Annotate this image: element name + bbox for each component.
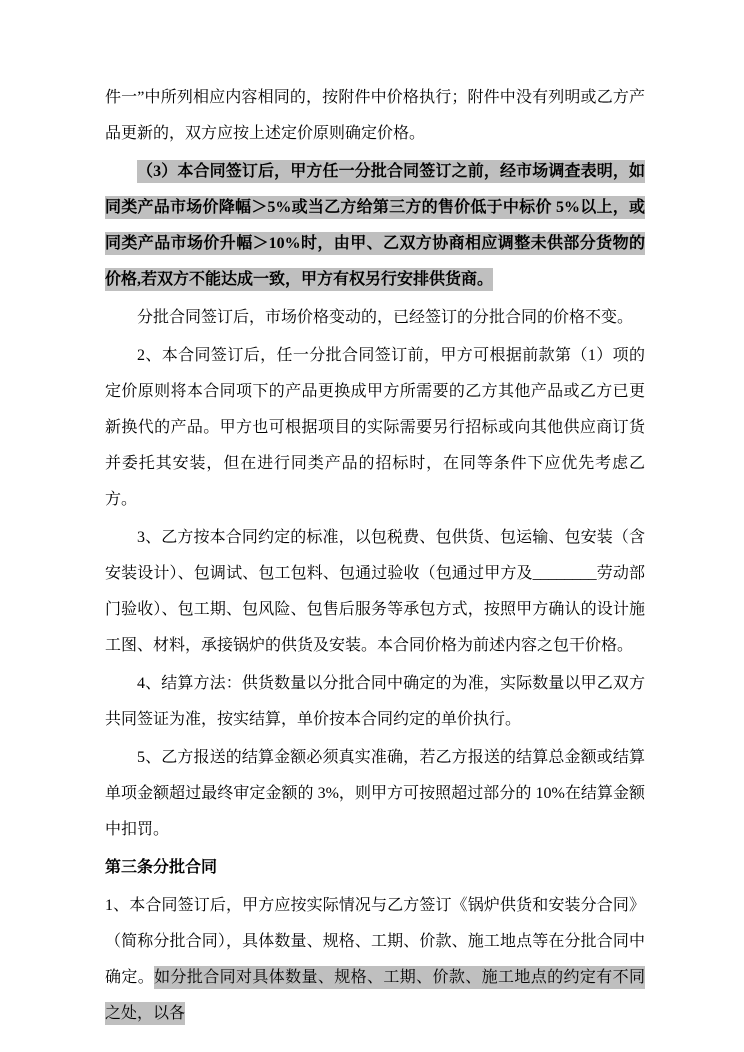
- text-run: 2、本合同签订后，任一分批合同签订前，甲方可根据前款第（1）项的定价原则将本合同项下的产品更换成甲方所需要的乙方其他产品或乙方已更新换代的产品。甲方也可根据项目的实际需要另行招标或向其他供应商订货并委托其安装，但在进行同类产品的招标时，在同等条件下应优先考虑乙方。: [105, 347, 645, 508]
- paragraph-continuation: [105, 80, 645, 152]
- paragraph-clause-3: [105, 520, 645, 664]
- document-body: [105, 80, 645, 1032]
- paragraph-clause-2: [105, 338, 645, 518]
- text-run: 4、结算方法：供货数量以分批合同中确定的为准，实际数量以甲乙双方共同签证为准，按实结算，单价按本合同约定的单价执行。: [105, 675, 645, 728]
- paragraph-clause-5: [105, 740, 645, 848]
- paragraph-batch-price-note: [105, 300, 645, 336]
- highlighted-text-run: （3）本合同签订后，甲方任一分批合同签订之前，经市场调查表明，如同类产品市场价降幅＞5%或当乙方给第三方的售价低于中标价 5%以上，或同类产品市场价升幅＞10%时，由甲、乙双方协商相应调整未供部分货物的价格,若双方不能达成一致，甲方有权另行安排供货商。: [105, 160, 645, 291]
- paragraph-clause-4: [105, 666, 645, 738]
- text-run: 分批合同签订后，市场价格变动的，已经签订的分批合同的价格不变。: [137, 309, 634, 326]
- text-run: 第三条分批合同: [105, 859, 218, 876]
- text-run: 5、乙方报送的结算金额必须真实准确，若乙方报送的结算总金额或结算单项金额超过最终审定金额的 3%，则甲方可按照超过部分的 10%在结算金额中扣罚。: [105, 749, 645, 838]
- highlighted-text-run: 如分批合同对具体数量、规格、工期、价款、施工地点的约定有不同之处，以各: [105, 966, 645, 1025]
- paragraph-clause-1-3: [105, 154, 645, 298]
- text-run: 1、本合同签订后，甲方应按实际情况与乙方签订《锅炉供货和安装分合同》（简称分批合同），具体数量、规格、工期、价款、施工地点等在分批合同中确定。: [105, 897, 645, 986]
- text-run: 件一”中所列相应内容相同的，按附件中价格执行；附件中没有列明或乙方产品更新的，双方应按上述定价原则确定价格。: [105, 89, 645, 142]
- heading-article-3: [105, 850, 645, 886]
- text-run: 3、乙方按本合同约定的标准，以包税费、包供货、包运输、包安装（含安装设计）、包调试、包工包料、包通过验收（包通过甲方及________劳动部门验收）、包工期、包风险、包售后服务等承包方式，按照甲方确认的设计施工图、材料，承接锅炉的供货及安装。本合同价格为前述内容之包干价格。: [105, 529, 645, 654]
- paragraph-article-3-item-1: [105, 888, 645, 1032]
